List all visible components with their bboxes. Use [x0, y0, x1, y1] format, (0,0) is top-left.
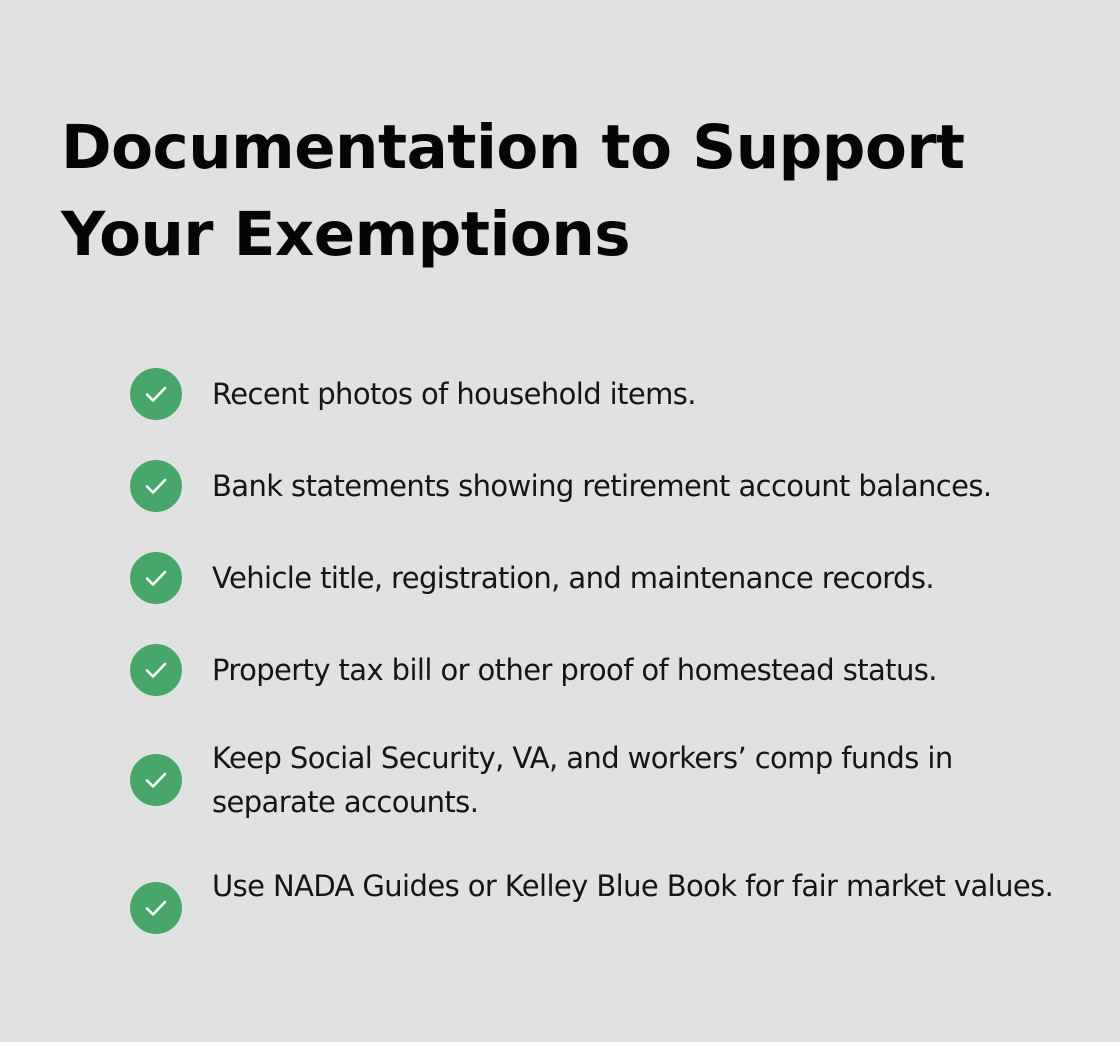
check-icon	[130, 368, 182, 420]
page-title: Documentation to Support Your Exemptions	[61, 112, 965, 270]
check-icon	[130, 754, 182, 806]
check-icon	[130, 882, 182, 934]
list-item-text: Property tax bill or other proof of homestead status.	[212, 653, 937, 687]
check-icon	[130, 644, 182, 696]
list-item-text: Vehicle title, registration, and maintenance records.	[212, 561, 934, 595]
check-icon	[130, 552, 182, 604]
list-item-text: Recent photos of household items.	[212, 377, 696, 411]
list-item-text: Use NADA Guides or Kelley Blue Book for fair market values.	[212, 869, 1054, 903]
list-item-text: Keep Social Security, VA, and workers’ comp funds in separate accounts.	[212, 741, 953, 819]
check-icon	[130, 460, 182, 512]
list-item-text: Bank statements showing retirement account balances.	[212, 469, 992, 503]
